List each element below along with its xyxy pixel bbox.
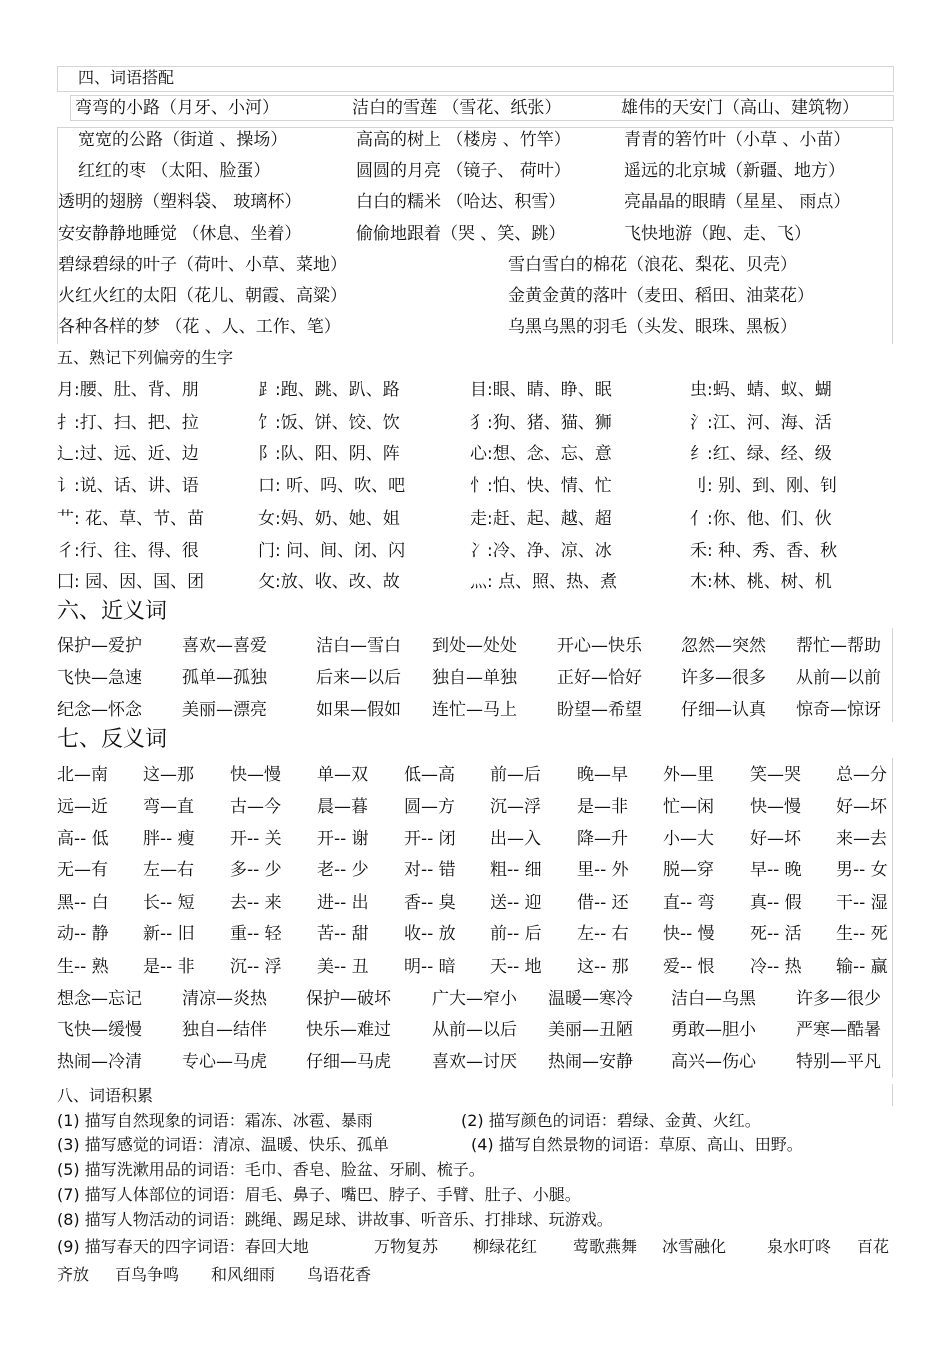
synonym-pair: 独自—单独 [432, 668, 517, 688]
synonym-pair: 忽然—突然 [681, 636, 766, 656]
antonym-pair: 多-- 少 [230, 860, 282, 880]
radical-group: 辶:过、远、近、边 [57, 444, 199, 464]
antonym-pair: 快-- 慢 [663, 924, 715, 944]
accumulation-text: (5) 描写洗漱用品的词语：毛巾、香皂、脸盆、牙刷、梳子。 [57, 1160, 485, 1179]
sec4-cell: 弯弯的小路（月牙、小河） [75, 98, 279, 118]
antonym-pair: 降—升 [577, 829, 628, 849]
antonym-pair: 开-- 关 [230, 829, 282, 849]
sec8-right-rule [892, 1084, 893, 1106]
synonym-row [0, 634, 950, 658]
radical-group: 彳:行、往、得、很 [57, 541, 199, 561]
antonym-pair: 弯—直 [143, 797, 194, 817]
accumulation-text: 百花 [857, 1237, 890, 1256]
synonym-pair: 仔细—认真 [681, 700, 766, 720]
accumulation-line [57, 1209, 937, 1231]
sec4-row [0, 159, 950, 183]
antonym-pair: 去-- 来 [230, 893, 282, 913]
sec5-row [0, 378, 950, 402]
radical-group: 口: 听、吗、吹、吧 [258, 476, 406, 496]
antonym-pair: 开-- 谢 [317, 829, 369, 849]
antonym-pair: 真-- 假 [750, 893, 802, 913]
antonym-pair: 胖-- 瘦 [143, 829, 195, 849]
synonym-pair: 惊奇—惊讶 [796, 700, 881, 720]
antonym-pair: 广大—窄小 [432, 989, 517, 1009]
accumulation-text: 万物复苏 [374, 1237, 439, 1256]
antonym-pair: 专心—马虎 [182, 1052, 267, 1072]
antonym-pair: 从前—以后 [432, 1020, 517, 1040]
antonym-pair: 对-- 错 [404, 860, 456, 880]
antonym-row [0, 955, 950, 979]
antonym-pair: 高-- 低 [57, 829, 109, 849]
antonym-pair: 单—双 [317, 765, 368, 785]
sec4-cell: 亮晶晶的眼睛（星星、 雨点） [624, 192, 851, 212]
antonym-pair: 左—右 [143, 860, 194, 880]
antonym-pair: 圆—方 [404, 797, 455, 817]
antonym-pair: 生-- 死 [836, 924, 888, 944]
antonym-pair: 来—去 [836, 829, 887, 849]
antonym-pair: 天-- 地 [490, 957, 542, 977]
sec4-row [0, 96, 950, 120]
sec4-row [0, 222, 950, 246]
antonym-pair: 借-- 还 [577, 893, 629, 913]
antonym-pair: 粗-- 细 [490, 860, 542, 880]
antonym-row [0, 1018, 950, 1042]
synonym-pair: 喜欢—喜爱 [182, 636, 267, 656]
radical-group: 讠:说、话、讲、语 [57, 476, 199, 496]
antonym-pair: 晨—暮 [317, 797, 368, 817]
accumulation-text: 百鸟争鸣 [115, 1265, 180, 1284]
radical-group: 木:林、桃、树、机 [690, 572, 832, 592]
accumulation-line [57, 1159, 937, 1181]
sec4-row [0, 128, 950, 152]
accumulation-line [57, 1184, 937, 1206]
antonym-pair: 明-- 暗 [404, 957, 456, 977]
accumulation-line [57, 1264, 937, 1286]
accumulation-text: (8) 描写人物活动的词语：跳绳、踢足球、讲故事、听音乐、打排球、玩游戏。 [57, 1210, 613, 1229]
accumulation-line [57, 1236, 937, 1258]
accumulation-text: (3) 描写感觉的词语：清凉、温暖、快乐、孤单 [57, 1135, 389, 1154]
sec5-row [0, 570, 950, 594]
sec6-title: 六、近义词 [57, 599, 168, 624]
antonym-pair: 沉-- 浮 [230, 957, 282, 977]
synonym-pair: 正好—恰好 [557, 668, 642, 688]
antonym-pair: 爱-- 恨 [663, 957, 715, 977]
sec4-cell: 各种各样的梦 （花 、人、工作、笔） [58, 317, 341, 337]
antonym-pair: 快乐—难过 [306, 1020, 391, 1040]
synonym-pair: 孤单—孤独 [182, 668, 267, 688]
antonym-pair: 飞快—缓慢 [57, 1020, 142, 1040]
sec4-title: 四、词语搭配 [78, 68, 175, 87]
antonym-row [0, 891, 950, 915]
antonym-pair: 开-- 闭 [404, 829, 456, 849]
antonym-pair: 热闹—安静 [548, 1052, 633, 1072]
sec4-title-box [57, 66, 894, 92]
radical-group: 亻:你、他、们、伙 [690, 509, 832, 529]
accumulation-text: 莺歌燕舞 [573, 1237, 638, 1256]
radical-group: 女:妈、奶、她、姐 [258, 509, 400, 529]
sec4-row [0, 284, 950, 308]
sec4-cell: 遥远的北京城（新疆、地方） [624, 161, 845, 181]
antonym-pair: 是-- 非 [143, 957, 195, 977]
accumulation-text: (2) 描写颜色的词语：碧绿、金黄、火红。 [461, 1111, 761, 1130]
radical-group: 走:赶、起、越、超 [470, 509, 612, 529]
synonym-pair: 连忙—马上 [432, 700, 517, 720]
radical-group: 忄:怕、快、情、忙 [470, 476, 612, 496]
synonym-row [0, 698, 950, 722]
antonym-pair: 古—今 [230, 797, 281, 817]
accumulation-text: (4) 描写自然景物的词语：草原、高山、田野。 [471, 1135, 803, 1154]
antonym-pair: 喜欢—讨厌 [432, 1052, 517, 1072]
antonym-pair: 清凉—炎热 [182, 989, 267, 1009]
antonym-pair: 这—那 [143, 765, 194, 785]
sec4-cell: 飞快地游（跑、走、飞） [624, 224, 811, 244]
sec5-row [0, 539, 950, 563]
antonym-pair: 死-- 活 [750, 924, 802, 944]
radical-group: 虫:蚂、蜻、蚁、蝴 [690, 380, 832, 400]
accumulation-text: (1) 描写自然现象的词语：霜冻、冰雹、暴雨 [57, 1111, 373, 1130]
antonym-pair: 前—后 [490, 765, 541, 785]
sec5-title: 五、熟记下列偏旁的生字 [57, 348, 234, 367]
antonym-pair: 仔细—马虎 [306, 1052, 391, 1072]
antonym-pair: 收-- 放 [404, 924, 456, 944]
antonym-pair: 苦-- 甜 [317, 924, 369, 944]
antonym-pair: 忙—闲 [663, 797, 714, 817]
sec4-cell: 透明的翅膀（塑料袋、 玻璃杯） [58, 192, 302, 212]
radical-group: 月:腰、肚、背、朋 [57, 380, 199, 400]
synonym-pair: 从前—以前 [796, 668, 881, 688]
antonym-row [0, 858, 950, 882]
sec4-cell: 雄伟的天安门（高山、建筑物） [621, 98, 859, 118]
antonym-pair: 洁白—乌黑 [671, 989, 756, 1009]
antonym-pair: 男-- 女 [836, 860, 888, 880]
antonym-pair: 进-- 出 [317, 893, 369, 913]
antonym-pair: 动-- 静 [57, 924, 109, 944]
sec4-cell: 金黄金黄的落叶（麦田、稻田、油菜花） [508, 286, 814, 306]
antonym-pair: 高兴—伤心 [671, 1052, 756, 1072]
antonym-pair: 早-- 晚 [750, 860, 802, 880]
antonym-pair: 这-- 那 [577, 957, 629, 977]
accumulation-text: 泉水叮咚 [767, 1237, 832, 1256]
antonym-pair: 低—高 [404, 765, 455, 785]
radical-group: 禾: 种、秀、香、秋 [690, 541, 838, 561]
antonym-row [0, 1050, 950, 1074]
sec4-cell: 安安静静地睡觉 （休息、坐着） [58, 224, 302, 244]
accumulation-text: 和风细雨 [211, 1265, 276, 1284]
synonym-pair: 帮忙—帮助 [796, 636, 881, 656]
radical-group: 心:想、念、忘、意 [470, 444, 612, 464]
radical-group: 囗: 园、因、国、团 [57, 572, 205, 592]
sec4-cell: 雪白雪白的棉花（浪花、梨花、贝壳） [508, 255, 797, 275]
antonym-pair: 总—分 [836, 765, 887, 785]
radical-group: ⻊:跑、跳、趴、路 [258, 380, 400, 400]
synonym-pair: 到处—处处 [432, 636, 517, 656]
antonym-pair: 美丽—丑陋 [548, 1020, 633, 1040]
sec8-title: 八、词语积累 [57, 1086, 154, 1105]
radical-group: 刂: 别、到、刚、钊 [690, 476, 838, 496]
accumulation-text: 鸟语花香 [307, 1265, 372, 1284]
antonym-pair: 美-- 丑 [317, 957, 369, 977]
antonym-row [0, 827, 950, 851]
synonym-pair: 飞快—急速 [57, 668, 142, 688]
antonym-pair: 新-- 旧 [143, 924, 195, 944]
antonym-pair: 好—坏 [750, 829, 801, 849]
radical-group: 扌:打、扫、把、拉 [57, 413, 199, 433]
radical-group: 饣:饭、饼、饺、饮 [258, 413, 400, 433]
accumulation-text: 齐放 [57, 1265, 90, 1284]
accumulation-text: 冰雪融化 [662, 1237, 727, 1256]
antonym-pair: 热闹—冷清 [57, 1052, 142, 1072]
antonym-pair: 重-- 轻 [230, 924, 282, 944]
antonym-pair: 送-- 迎 [490, 893, 542, 913]
sec5-row [0, 507, 950, 531]
antonym-pair: 勇敢—胆小 [671, 1020, 756, 1040]
antonym-pair: 快—慢 [750, 797, 801, 817]
antonym-pair: 前-- 后 [490, 924, 542, 944]
sec5-row [0, 474, 950, 498]
synonym-pair: 盼望—希望 [557, 700, 642, 720]
antonym-pair: 冷-- 热 [750, 957, 802, 977]
accumulation-line [57, 1110, 937, 1132]
sec4-cell: 白白的糯米 （哈达、积雪） [356, 192, 566, 212]
sec4-cell: 偷偷地跟着（哭 、笑、跳） [356, 224, 566, 244]
radical-group: 犭:狗、猪、猫、狮 [470, 413, 612, 433]
radical-group: 纟:红、绿、经、级 [690, 444, 832, 464]
antonym-row [0, 987, 950, 1011]
sec4-cell: 碧绿碧绿的叶子（荷叶、小草、菜地） [58, 255, 347, 275]
antonym-pair: 里-- 外 [577, 860, 629, 880]
synonym-pair: 许多—很多 [681, 668, 766, 688]
sec5-row [0, 442, 950, 466]
antonym-pair: 左-- 右 [577, 924, 629, 944]
antonym-pair: 保护—破坏 [306, 989, 391, 1009]
accumulation-text: (9) 描写春天的四字词语：春回大地 [57, 1237, 309, 1256]
antonym-pair: 想念—忘记 [57, 989, 142, 1009]
antonym-pair: 外—里 [663, 765, 714, 785]
accumulation-text: 柳绿花红 [473, 1237, 538, 1256]
sec4-cell: 青青的箬竹叶（小草 、小苗） [624, 130, 851, 150]
antonym-pair: 笑—哭 [750, 765, 801, 785]
sec4-cell: 乌黑乌黑的羽毛（头发、眼珠、黑板） [508, 317, 797, 337]
radical-group: 目:眼、睛、睁、眠 [470, 380, 612, 400]
radical-group: 冫:冷、净、凉、冰 [470, 541, 612, 561]
antonym-pair: 独自—结伴 [182, 1020, 267, 1040]
sec4-cell: 高高的树上 （楼房 、竹竿） [356, 130, 571, 150]
radical-group: 艹: 花、草、节、苗 [57, 509, 205, 529]
antonym-pair: 小—大 [663, 829, 714, 849]
antonym-pair: 许多—很少 [796, 989, 881, 1009]
sec4-cell: 洁白的雪莲 （雪花、纸张） [352, 98, 562, 118]
sec7-title: 七、反义词 [57, 727, 168, 752]
antonym-pair: 干-- 湿 [836, 893, 888, 913]
antonym-pair: 沉—浮 [490, 797, 541, 817]
sec4-cell: 宽宽的公路（街道 、操场） [78, 130, 288, 150]
sec4-cell: 红红的枣 （太阳、脸蛋） [78, 161, 271, 181]
accumulation-text: (7) 描写人体部位的词语：眉毛、鼻子、嘴巴、脖子、手臂、肚子、小腿。 [57, 1185, 581, 1204]
sec4-row [0, 315, 950, 339]
antonym-pair: 快—慢 [230, 765, 281, 785]
radical-group: 门: 问、间、闭、闪 [258, 541, 406, 561]
antonym-pair: 直-- 弯 [663, 893, 715, 913]
radical-group: 氵:江、河、海、活 [690, 413, 832, 433]
accumulation-line [57, 1134, 937, 1156]
antonym-pair: 温暖—寒冷 [548, 989, 633, 1009]
antonym-pair: 香-- 臭 [404, 893, 456, 913]
synonym-pair: 美丽—漂亮 [182, 700, 267, 720]
radical-group: 阝:队、阳、阴、阵 [258, 444, 400, 464]
antonym-pair: 晚—早 [577, 765, 628, 785]
antonym-pair: 老-- 少 [317, 860, 369, 880]
radical-group: 攵:放、收、改、故 [258, 572, 400, 592]
antonym-pair: 严寒—酷暑 [796, 1020, 881, 1040]
synonym-pair: 纪念—怀念 [57, 700, 142, 720]
sec4-cell: 火红火红的太阳（花儿、朝霞、高粱） [58, 286, 347, 306]
antonym-pair: 出—入 [490, 829, 541, 849]
sec4-row [0, 190, 950, 214]
synonym-pair: 保护—爱护 [57, 636, 142, 656]
antonym-pair: 远—近 [57, 797, 108, 817]
synonym-pair: 后来—以后 [316, 668, 401, 688]
sec4-row [0, 253, 950, 277]
antonym-pair: 特别—平凡 [796, 1052, 881, 1072]
antonym-pair: 生-- 熟 [57, 957, 109, 977]
antonym-row [0, 763, 950, 787]
antonym-pair: 输-- 赢 [836, 957, 888, 977]
antonym-pair: 脱—穿 [663, 860, 714, 880]
antonym-pair: 无—有 [57, 860, 108, 880]
synonym-pair: 开心—快乐 [557, 636, 642, 656]
antonym-pair: 好—坏 [836, 797, 887, 817]
antonym-pair: 长-- 短 [143, 893, 195, 913]
antonym-pair: 是—非 [577, 797, 628, 817]
antonym-row [0, 922, 950, 946]
synonym-row [0, 666, 950, 690]
sec5-row [0, 411, 950, 435]
radical-group: 灬: 点、照、热、煮 [470, 572, 618, 592]
antonym-row [0, 795, 950, 819]
sec4-cell: 圆圆的月亮 （镜子、 荷叶） [356, 161, 571, 181]
antonym-pair: 黑-- 白 [57, 893, 109, 913]
synonym-pair: 如果—假如 [316, 700, 401, 720]
antonym-pair: 北—南 [57, 765, 108, 785]
synonym-pair: 洁白—雪白 [316, 636, 401, 656]
